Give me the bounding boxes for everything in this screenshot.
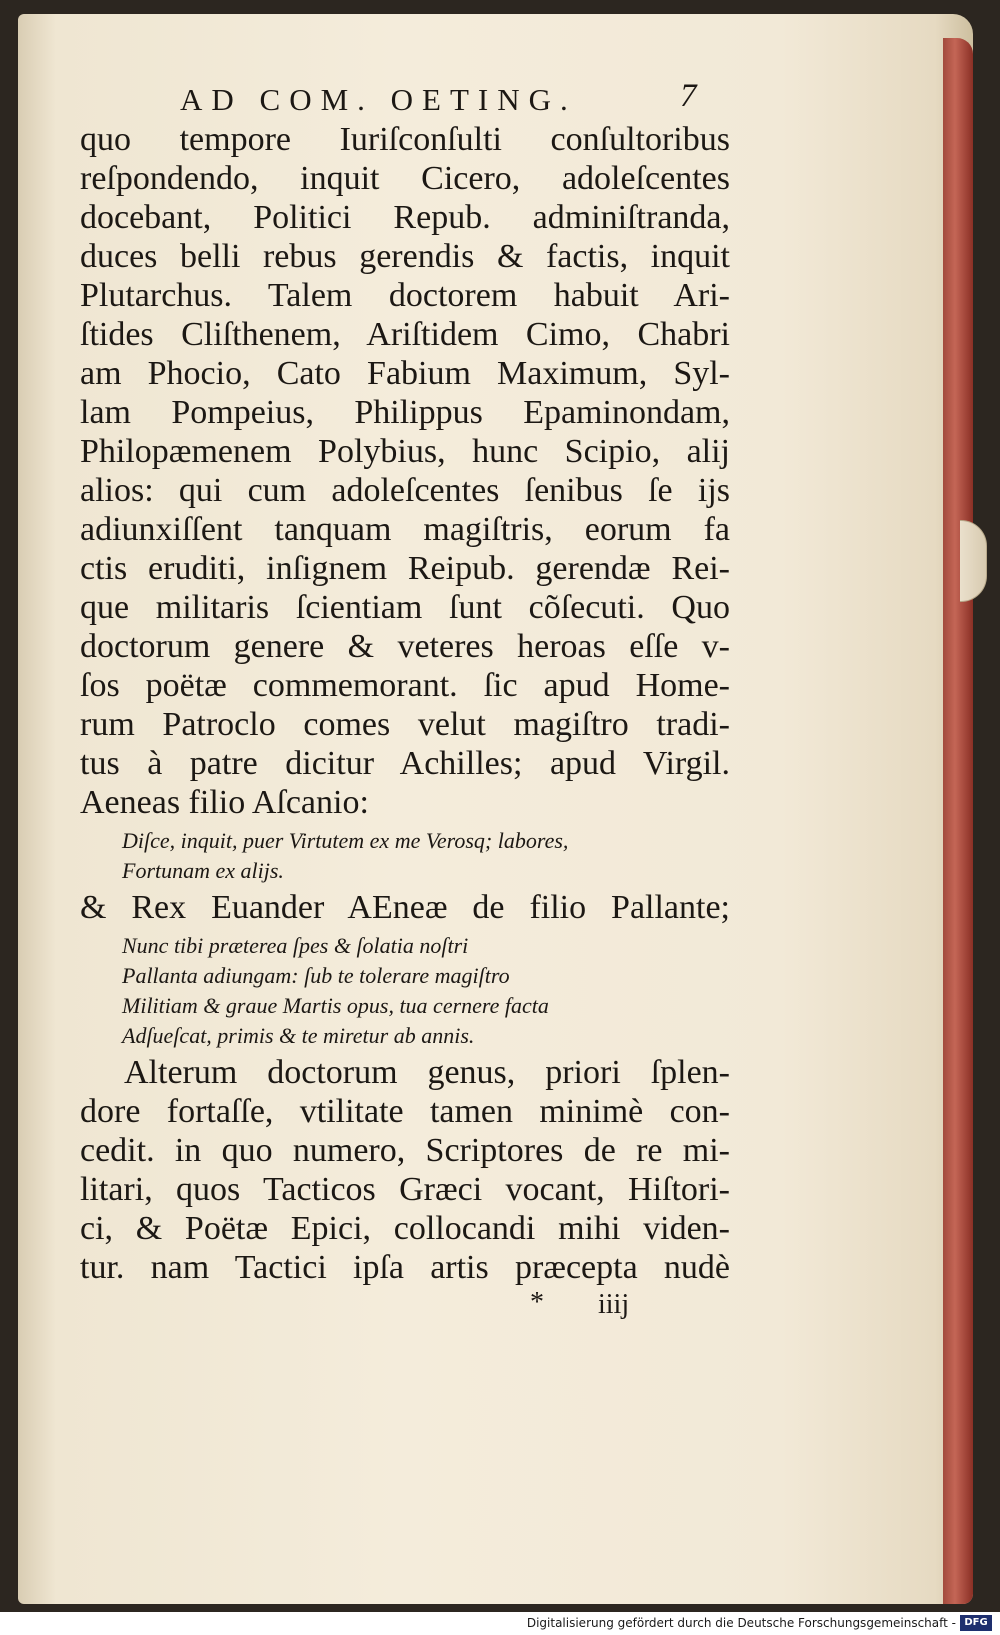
page-number: 7 [680, 78, 697, 114]
footer-bar [0, 1612, 1000, 1635]
verse-quote-1 [122, 826, 730, 886]
text-line: adiunxiſſent tanquam magiſtris, eorum fa [80, 511, 730, 548]
paragraph-2 [80, 888, 730, 927]
verse-line: Diſce, inquit, puer Virtutem ex me Verosq; labores, [122, 828, 569, 853]
running-head-title: AD COM. OETING. [180, 82, 577, 117]
text-line: que militaris ſcientiam ſunt cõſecuti. Quo [80, 589, 730, 626]
text-line: Alterum doctorum genus, priori ſplen- [124, 1054, 730, 1091]
verse-line: Militiam & graue Martis opus, tua cernere facta [122, 993, 549, 1018]
text-line: doctorum genere & veteres heroas eſſe v- [80, 628, 730, 665]
verse-line: Adſueſcat, primis & te miretur ab annis. [122, 1023, 475, 1048]
text-line: ſtides Cliſthenem, Ariſtidem Cimo, Chabri [80, 316, 730, 353]
text-line: duces belli rebus gerendis & factis, inquit [80, 238, 730, 275]
text-line: ctis eruditi, inſignem Reipub. gerendæ Rei- [80, 550, 730, 587]
text-line: dore fortaſſe, vtilitate tamen minimè con- [80, 1093, 730, 1130]
verse-quote-2 [122, 931, 730, 1051]
text-line: cedit. in quo numero, Scriptores de re mi- [80, 1132, 730, 1169]
verse-line: Pallanta adiungam: ſub te tolerare magiſtro [122, 963, 510, 988]
verse-line: Fortunam ex alijs. [122, 858, 284, 883]
text-line: lam Pompeius, Philippus Epaminondam, [80, 394, 730, 431]
paragraph-3 [80, 1053, 730, 1287]
text-line: litari, quos Tacticos Græci vocant, Hiſtori- [80, 1171, 730, 1208]
text-line: alios: qui cum adoleſcentes ſenibus ſe ijs [80, 472, 730, 509]
text-line: Aeneas filio Aſcanio: [80, 784, 369, 821]
text-line: reſpondendo, inquit Cicero, adoleſcentes [80, 160, 730, 197]
signature-number: iiij [598, 1289, 630, 1320]
signature-asterisk: * [530, 1287, 544, 1318]
text-line: docebant, Politici Repub. adminiſtranda, [80, 199, 730, 236]
text-line: Philopæmenem Polybius, hunc Scipio, alij [80, 433, 730, 470]
running-head [80, 72, 730, 120]
text-line: & Rex Euander AEneæ de filio Pallante; [80, 889, 730, 926]
footer-credit: Digitalisierung gefördert durch die Deutsche Forschungsgemeinschaft - [526, 1616, 956, 1630]
text-line: am Phocio, Cato Fabium Maximum, Syl- [80, 355, 730, 392]
text-line: Plutarchus. Talem doctorem habuit Ari- [80, 277, 730, 314]
text-line: ci, & Poëtæ Epici, collocandi mihi viden- [80, 1210, 730, 1247]
verse-line: Nunc tibi præterea ſpes & ſolatia noſtri [122, 933, 469, 958]
paragraph-1 [80, 120, 730, 822]
text-line: ſos poëtæ commemorant. ſic apud Home- [80, 667, 730, 704]
page-tab-marker [960, 520, 987, 602]
page-red-edge [943, 38, 973, 1604]
signature-mark [80, 1287, 730, 1329]
page-text [80, 72, 730, 1329]
text-line: tus à patre dicitur Achilles; apud Virgil. [80, 745, 730, 782]
text-line: tur. nam Tactici ipſa artis præcepta nudè [80, 1249, 730, 1286]
text-line: rum Patroclo comes velut magiſtro tradi- [80, 706, 730, 743]
dfg-logo: DFG [960, 1615, 992, 1631]
text-line: quo tempore Iuriſconſulti conſultoribus [80, 121, 730, 158]
